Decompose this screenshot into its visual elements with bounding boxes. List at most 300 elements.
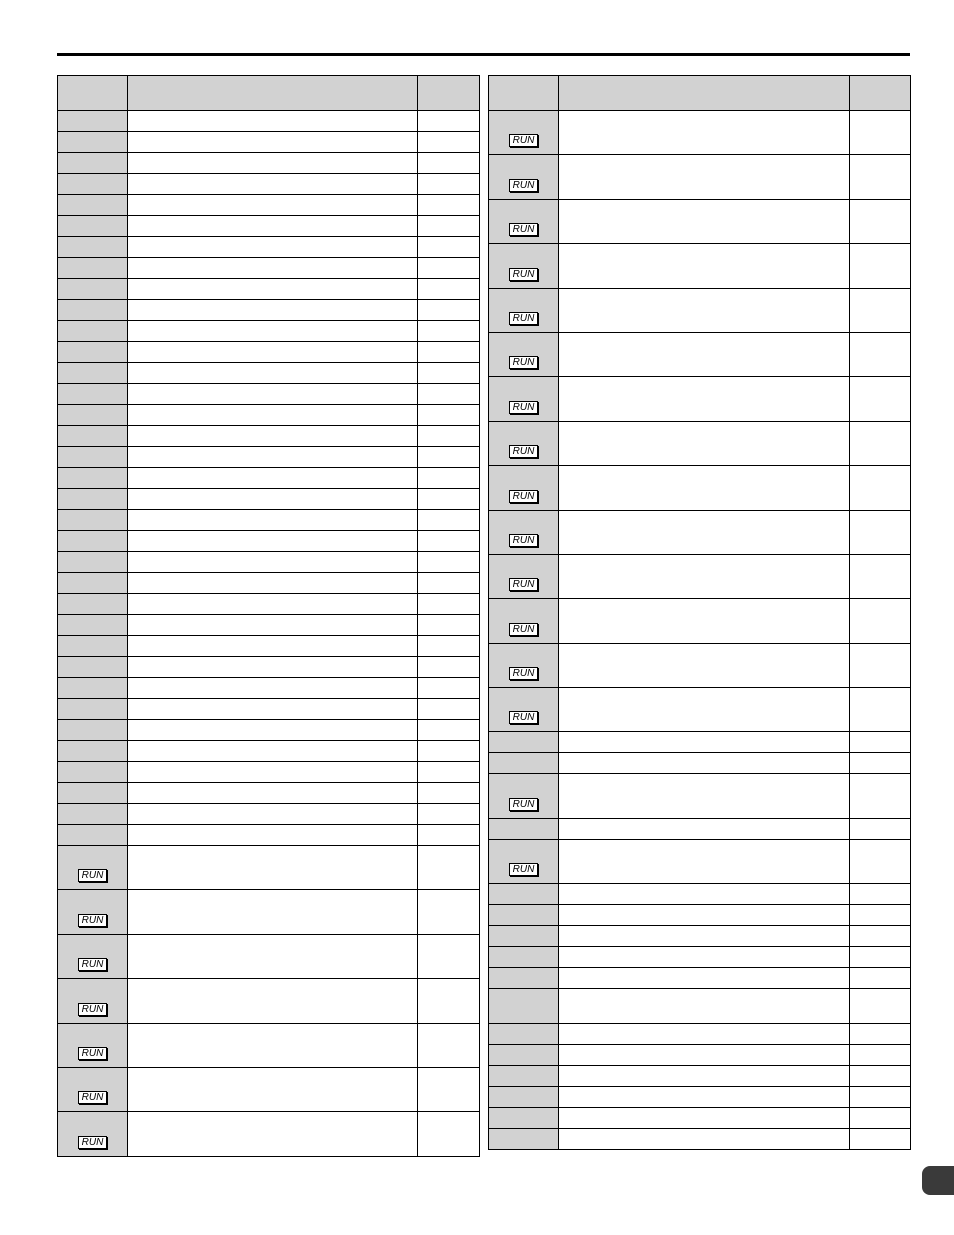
- parameter-name-cell: [559, 643, 850, 687]
- table-row: [58, 195, 480, 216]
- parameter-number-cell: [489, 199, 559, 243]
- parameter-number-cell: [489, 111, 559, 155]
- parameter-number-cell: [489, 421, 559, 465]
- table-row: [489, 753, 911, 774]
- parameter-name-cell: [559, 466, 850, 510]
- table-row: [489, 839, 911, 883]
- table-row: [489, 1024, 911, 1045]
- run-badge: RUN: [509, 223, 539, 236]
- parameter-page-cell: [418, 363, 480, 384]
- table-row: [58, 405, 480, 426]
- parameter-number-cell: [58, 678, 128, 699]
- run-badge: RUN: [509, 863, 539, 876]
- parameter-number-cell: [58, 321, 128, 342]
- table-row: [58, 132, 480, 153]
- parameter-name-cell: [128, 216, 418, 237]
- parameter-page-cell: [850, 753, 911, 774]
- table-row: [58, 384, 480, 405]
- header-cell-name: [559, 76, 850, 111]
- parameter-name-cell: [559, 839, 850, 883]
- table-row: [489, 466, 911, 510]
- parameter-number-cell: [58, 934, 128, 978]
- parameter-number-cell: [58, 825, 128, 846]
- parameter-page-cell: [418, 934, 480, 978]
- parameter-number-cell: [58, 111, 128, 132]
- parameter-page-cell: [850, 199, 911, 243]
- parameter-page-cell: [418, 657, 480, 678]
- table-row: [58, 699, 480, 720]
- table-row: [58, 890, 480, 934]
- table-row: [489, 947, 911, 968]
- parameter-page-cell: [418, 531, 480, 552]
- parameter-page-cell: [850, 688, 911, 732]
- run-badge: RUN: [509, 445, 539, 458]
- parameter-number-cell: [58, 447, 128, 468]
- parameter-number-cell: [58, 342, 128, 363]
- parameter-number-cell: [58, 1023, 128, 1067]
- parameter-name-cell: [128, 1112, 418, 1156]
- parameter-page-cell: [418, 552, 480, 573]
- parameter-number-cell: [489, 989, 559, 1024]
- table-row: [489, 989, 911, 1024]
- parameter-page-cell: [418, 111, 480, 132]
- parameter-page-cell: [418, 1023, 480, 1067]
- table-row: [489, 1045, 911, 1066]
- table-row: [58, 111, 480, 132]
- parameter-name-cell: [559, 599, 850, 643]
- table-row: [58, 300, 480, 321]
- table-row: [489, 884, 911, 905]
- parameter-name-cell: [128, 804, 418, 825]
- parameter-name-cell: [128, 132, 418, 153]
- parameter-number-cell: [58, 363, 128, 384]
- table-row: [489, 905, 911, 926]
- parameter-name-cell: [128, 979, 418, 1023]
- run-badge: RUN: [509, 268, 539, 281]
- parameter-page-cell: [418, 279, 480, 300]
- table-row: [489, 599, 911, 643]
- parameter-name-cell: [559, 732, 850, 753]
- parameter-page-cell: [850, 510, 911, 554]
- table-row: [489, 774, 911, 818]
- parameter-page-cell: [850, 1045, 911, 1066]
- parameter-page-cell: [418, 573, 480, 594]
- parameter-page-cell: [418, 1067, 480, 1111]
- parameter-number-cell: [489, 554, 559, 598]
- parameter-number-cell: [489, 1045, 559, 1066]
- parameter-name-cell: [128, 258, 418, 279]
- parameter-name-cell: [559, 199, 850, 243]
- parameter-page-cell: [418, 720, 480, 741]
- header-cell-name: [128, 76, 418, 111]
- parameter-page-cell: [418, 132, 480, 153]
- parameter-page-cell: [418, 825, 480, 846]
- parameter-page-cell: [418, 979, 480, 1023]
- parameter-number-cell: [489, 1066, 559, 1087]
- parameter-number-cell: [58, 1112, 128, 1156]
- parameter-number-cell: [58, 279, 128, 300]
- table-row: [489, 732, 911, 753]
- parameter-page-cell: [850, 947, 911, 968]
- parameter-number-cell: [58, 258, 128, 279]
- parameter-page-cell: [418, 783, 480, 804]
- table-row: [58, 510, 480, 531]
- parameter-page-cell: [418, 678, 480, 699]
- parameter-number-cell: [489, 1129, 559, 1150]
- parameter-number-cell: [58, 783, 128, 804]
- parameter-name-cell: [128, 321, 418, 342]
- parameter-number-cell: [489, 926, 559, 947]
- parameter-page-cell: [850, 377, 911, 421]
- parameter-page-cell: [418, 405, 480, 426]
- table-row: [58, 720, 480, 741]
- table-row: [58, 934, 480, 978]
- parameter-name-cell: [559, 968, 850, 989]
- run-badge: RUN: [509, 134, 539, 147]
- parameter-name-cell: [128, 594, 418, 615]
- parameter-number-cell: [58, 846, 128, 890]
- parameter-name-cell: [128, 636, 418, 657]
- table-row: [489, 332, 911, 376]
- parameter-name-cell: [559, 1066, 850, 1087]
- parameter-name-cell: [128, 153, 418, 174]
- parameter-number-cell: [58, 426, 128, 447]
- parameter-name-cell: [128, 720, 418, 741]
- parameter-name-cell: [559, 1129, 850, 1150]
- table-row: [489, 1129, 911, 1150]
- parameter-number-cell: [58, 699, 128, 720]
- parameter-name-cell: [128, 1023, 418, 1067]
- table-row: [489, 1108, 911, 1129]
- parameter-number-cell: [58, 384, 128, 405]
- table-row: [58, 846, 480, 890]
- parameter-name-cell: [559, 905, 850, 926]
- parameter-page-cell: [418, 594, 480, 615]
- parameter-name-cell: [559, 288, 850, 332]
- parameter-number-cell: [58, 573, 128, 594]
- parameter-page-cell: [418, 510, 480, 531]
- table-row: [58, 657, 480, 678]
- parameter-number-cell: [58, 741, 128, 762]
- parameter-page-cell: [418, 447, 480, 468]
- parameter-number-cell: [489, 753, 559, 774]
- parameter-name-cell: [128, 174, 418, 195]
- parameter-name-cell: [128, 699, 418, 720]
- parameter-number-cell: [58, 594, 128, 615]
- parameter-number-cell: [58, 615, 128, 636]
- table-row: [489, 968, 911, 989]
- parameter-number-cell: [489, 1108, 559, 1129]
- parameter-page-cell: [418, 489, 480, 510]
- parameter-number-cell: [489, 643, 559, 687]
- parameter-name-cell: [559, 1024, 850, 1045]
- parameter-page-cell: [418, 1112, 480, 1156]
- table-row: [58, 237, 480, 258]
- parameter-number-cell: [489, 688, 559, 732]
- parameter-number-cell: [58, 657, 128, 678]
- parameter-number-cell: [58, 300, 128, 321]
- table-row: [58, 363, 480, 384]
- table-header-row: [489, 76, 911, 111]
- table-row: [58, 489, 480, 510]
- table-row: [58, 1023, 480, 1067]
- parameter-name-cell: [128, 783, 418, 804]
- parameter-number-cell: [58, 979, 128, 1023]
- parameter-number-cell: [58, 468, 128, 489]
- parameter-number-cell: [489, 732, 559, 753]
- parameter-page-cell: [418, 699, 480, 720]
- parameter-name-cell: [128, 384, 418, 405]
- parameter-name-cell: [559, 884, 850, 905]
- parameter-name-cell: [559, 510, 850, 554]
- table-row: [489, 688, 911, 732]
- parameter-page-cell: [418, 762, 480, 783]
- table-row: [58, 153, 480, 174]
- table-row: [58, 573, 480, 594]
- table-row: [489, 199, 911, 243]
- parameter-number-cell: [489, 947, 559, 968]
- top-rule: [57, 53, 910, 56]
- parameter-name-cell: [128, 300, 418, 321]
- parameter-page-cell: [418, 216, 480, 237]
- parameter-page-cell: [850, 884, 911, 905]
- parameter-page-cell: [850, 1129, 911, 1150]
- parameter-name-cell: [128, 468, 418, 489]
- run-badge: RUN: [509, 490, 539, 503]
- table-row: [58, 279, 480, 300]
- parameter-page-cell: [418, 258, 480, 279]
- parameter-number-cell: [58, 890, 128, 934]
- parameter-page-cell: [850, 774, 911, 818]
- table-row: [58, 1067, 480, 1111]
- parameter-name-cell: [559, 244, 850, 288]
- parameter-name-cell: [559, 688, 850, 732]
- parameter-name-cell: [128, 363, 418, 384]
- table-row: [58, 531, 480, 552]
- table-row: [489, 510, 911, 554]
- parameter-name-cell: [128, 825, 418, 846]
- parameter-page-cell: [418, 804, 480, 825]
- table-row: [489, 1066, 911, 1087]
- parameter-page-cell: [850, 1087, 911, 1108]
- parameter-page-cell: [418, 468, 480, 489]
- parameter-page-cell: [418, 300, 480, 321]
- parameter-number-cell: [489, 288, 559, 332]
- table-row: [58, 216, 480, 237]
- parameter-page-cell: [850, 643, 911, 687]
- table-row: [58, 447, 480, 468]
- table-row: [489, 288, 911, 332]
- parameter-page-cell: [850, 839, 911, 883]
- parameter-number-cell: [58, 132, 128, 153]
- parameter-page-cell: [850, 968, 911, 989]
- run-badge: RUN: [78, 1136, 108, 1149]
- parameter-name-cell: [559, 989, 850, 1024]
- parameter-name-cell: [559, 421, 850, 465]
- parameter-page-cell: [418, 384, 480, 405]
- run-badge: RUN: [78, 1047, 108, 1060]
- parameter-number-cell: [58, 804, 128, 825]
- parameter-name-cell: [559, 554, 850, 598]
- parameter-page-cell: [418, 846, 480, 890]
- parameter-name-cell: [128, 342, 418, 363]
- parameter-number-cell: [58, 174, 128, 195]
- parameter-name-cell: [559, 818, 850, 839]
- table-row: [489, 421, 911, 465]
- run-badge: RUN: [509, 356, 539, 369]
- parameter-number-cell: [58, 216, 128, 237]
- parameter-page-cell: [418, 342, 480, 363]
- table-row: [58, 258, 480, 279]
- table-row: [58, 342, 480, 363]
- parameter-number-cell: [58, 552, 128, 573]
- header-cell-no: [58, 76, 128, 111]
- run-badge: RUN: [509, 623, 539, 636]
- run-badge: RUN: [509, 534, 539, 547]
- parameter-page-cell: [850, 989, 911, 1024]
- parameter-name-cell: [128, 573, 418, 594]
- parameter-page-cell: [850, 1024, 911, 1045]
- parameter-number-cell: [58, 1067, 128, 1111]
- parameter-page-cell: [850, 155, 911, 199]
- table-row: [58, 979, 480, 1023]
- parameter-number-cell: [58, 762, 128, 783]
- parameter-page-cell: [418, 636, 480, 657]
- parameter-number-cell: [58, 237, 128, 258]
- parameter-name-cell: [128, 426, 418, 447]
- parameter-page-cell: [850, 332, 911, 376]
- parameter-name-cell: [128, 846, 418, 890]
- run-badge: RUN: [509, 798, 539, 811]
- parameter-number-cell: [489, 818, 559, 839]
- parameter-name-cell: [128, 552, 418, 573]
- parameter-page-cell: [850, 732, 911, 753]
- run-badge: RUN: [78, 914, 108, 927]
- table-header-row: [58, 76, 480, 111]
- parameter-number-cell: [489, 1087, 559, 1108]
- run-badge: RUN: [78, 1091, 108, 1104]
- parameter-number-cell: [58, 720, 128, 741]
- parameter-number-cell: [489, 884, 559, 905]
- chapter-tab-marker: [922, 1166, 954, 1195]
- parameter-number-cell: [489, 1024, 559, 1045]
- table-row: [58, 804, 480, 825]
- parameter-name-cell: [128, 489, 418, 510]
- table-row: [489, 554, 911, 598]
- parameter-number-cell: [489, 839, 559, 883]
- parameter-number-cell: [58, 510, 128, 531]
- parameter-name-cell: [128, 405, 418, 426]
- table-row: [58, 594, 480, 615]
- table-row: [58, 741, 480, 762]
- table-row: [489, 926, 911, 947]
- parameter-table-right: [488, 75, 911, 1150]
- parameter-name-cell: [128, 279, 418, 300]
- parameter-number-cell: [489, 332, 559, 376]
- parameter-number-cell: [58, 531, 128, 552]
- parameter-name-cell: [128, 741, 418, 762]
- parameter-number-cell: [489, 599, 559, 643]
- parameter-name-cell: [559, 1108, 850, 1129]
- parameter-number-cell: [489, 774, 559, 818]
- parameter-page-cell: [418, 890, 480, 934]
- parameter-page-cell: [418, 153, 480, 174]
- parameter-name-cell: [128, 762, 418, 783]
- table-row: [58, 615, 480, 636]
- parameter-number-cell: [58, 636, 128, 657]
- run-badge: RUN: [509, 312, 539, 325]
- parameter-number-cell: [489, 968, 559, 989]
- table-row: [489, 244, 911, 288]
- parameter-number-cell: [58, 195, 128, 216]
- table-row: [58, 426, 480, 447]
- table-row: [489, 155, 911, 199]
- parameter-page-cell: [418, 321, 480, 342]
- parameter-page-cell: [418, 615, 480, 636]
- header-cell-no: [489, 76, 559, 111]
- parameter-page-cell: [850, 554, 911, 598]
- parameter-number-cell: [489, 905, 559, 926]
- parameter-table-left: [57, 75, 480, 1157]
- run-badge: RUN: [509, 401, 539, 414]
- run-badge: RUN: [78, 958, 108, 971]
- table-row: [489, 643, 911, 687]
- parameter-name-cell: [128, 510, 418, 531]
- parameter-name-cell: [128, 447, 418, 468]
- parameter-name-cell: [559, 1045, 850, 1066]
- parameter-name-cell: [128, 111, 418, 132]
- table-row: [58, 783, 480, 804]
- parameter-name-cell: [128, 934, 418, 978]
- run-badge: RUN: [509, 578, 539, 591]
- table-row: [58, 1112, 480, 1156]
- table-row: [489, 1087, 911, 1108]
- table-row: [489, 818, 911, 839]
- run-badge: RUN: [509, 179, 539, 192]
- parameter-name-cell: [128, 890, 418, 934]
- parameter-name-cell: [128, 195, 418, 216]
- parameter-name-cell: [559, 377, 850, 421]
- run-badge: RUN: [78, 1003, 108, 1016]
- parameter-page-cell: [418, 195, 480, 216]
- parameter-page-cell: [850, 818, 911, 839]
- parameter-name-cell: [559, 1087, 850, 1108]
- parameter-number-cell: [489, 377, 559, 421]
- parameter-name-cell: [128, 615, 418, 636]
- parameter-number-cell: [58, 489, 128, 510]
- parameter-page-cell: [850, 1066, 911, 1087]
- parameter-page-cell: [418, 174, 480, 195]
- parameter-page-cell: [418, 237, 480, 258]
- parameter-name-cell: [559, 947, 850, 968]
- table-row: [489, 377, 911, 421]
- parameter-name-cell: [559, 774, 850, 818]
- parameter-name-cell: [559, 332, 850, 376]
- parameter-name-cell: [128, 531, 418, 552]
- parameter-number-cell: [489, 466, 559, 510]
- parameter-name-cell: [559, 155, 850, 199]
- table-row: [58, 174, 480, 195]
- parameter-number-cell: [58, 405, 128, 426]
- parameter-page-cell: [850, 244, 911, 288]
- parameter-number-cell: [489, 510, 559, 554]
- parameter-name-cell: [128, 678, 418, 699]
- parameter-page-cell: [850, 1108, 911, 1129]
- parameter-page-cell: [418, 426, 480, 447]
- parameter-name-cell: [128, 237, 418, 258]
- run-badge: RUN: [509, 667, 539, 680]
- table-row: [58, 552, 480, 573]
